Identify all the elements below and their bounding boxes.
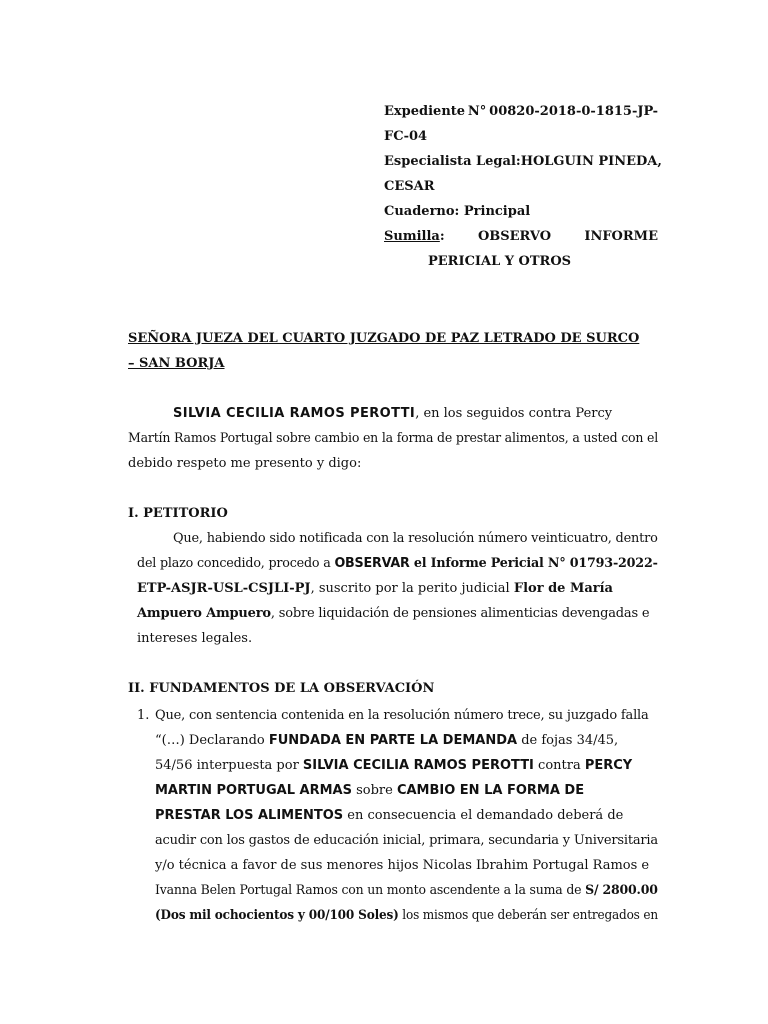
expediente-label: Expediente <box>384 104 466 119</box>
addressee-line-1 <box>128 331 658 347</box>
petitorio-line-3 <box>137 581 658 597</box>
sumilla-label: Sumilla <box>384 229 440 244</box>
addressee-line-2 <box>128 356 658 372</box>
fundamentos-text-8a: Ivanna Belen Portugal Ramos con un monto ascendente a la suma de <box>155 883 586 898</box>
perito-surname: Ampuero Ampuero <box>137 606 271 621</box>
sumilla-text-cont: PERICIAL Y OTROS <box>428 254 572 269</box>
fundamentos-line-6 <box>155 833 658 849</box>
petitorio-line-1 <box>173 531 658 547</box>
sumilla-line <box>384 229 658 245</box>
expediente-sign: N° <box>467 104 487 119</box>
petitorio-text-2a: del plazo concedido, procedo a <box>137 556 335 571</box>
intro-line-1 <box>173 406 658 422</box>
especialista-line-2 <box>384 179 658 195</box>
addressee-title: SEÑORA JUEZA DEL CUARTO JUZGADO DE PAZ LETRADO DE SURCO <box>128 331 640 346</box>
expediente-line <box>384 104 658 120</box>
petitorio-heading <box>128 506 658 522</box>
informe-pericial-code: ETP-ASJR-USL-CSJLI-PJ <box>137 581 311 596</box>
prestar-keyword: PRESTAR LOS ALIMENTOS <box>155 808 344 823</box>
fundamentos-text-3a: 54/56 interpuesta por <box>155 758 303 773</box>
petitorio-line-4 <box>137 606 658 622</box>
cuaderno-line <box>384 204 658 220</box>
fundamentos-text-3c: contra <box>533 758 585 773</box>
fundamentos-heading-text: II. FUNDAMENTOS DE LA OBSERVACIÓN <box>128 681 435 696</box>
list-item-number: 1. <box>137 708 150 723</box>
petitorio-heading-text: I. PETITORIO <box>128 506 228 521</box>
intro-text-3: debido respeto me presento y digo: <box>128 456 362 471</box>
fundamentos-line-2 <box>155 733 658 749</box>
fundamentos-text-2a: “(…) Declarando <box>155 733 269 748</box>
fundamentos-text-6: acudir con los gastos de educación inicial, primara, secundaria y Universitaria <box>155 833 658 848</box>
observar-keyword: OBSERVAR <box>334 556 410 571</box>
fundamentos-text-2c: de fojas 34/45, <box>517 733 619 748</box>
fundamentos-line-4 <box>155 783 658 799</box>
fundamentos-line-7 <box>155 858 658 874</box>
fundamentos-line-1 <box>155 708 658 724</box>
demandado-name-cont: MARTIN PORTUGAL ARMAS <box>155 783 352 798</box>
fundada-keyword: FUNDADA EN PARTE LA DEMANDA <box>268 733 518 748</box>
sumilla-word-2: INFORME <box>584 229 658 244</box>
fundamentos-line-5 <box>155 808 658 824</box>
fundamentos-text-7: y/o técnica a favor de sus menores hijos Nicolas Ibrahim Portugal Ramos e <box>155 858 650 873</box>
sumilla-line-2 <box>428 254 658 270</box>
sumilla-word-1: OBSERVO <box>477 229 552 244</box>
intro-text-2: Martín Ramos Portugal sobre cambio en la forma de prestar alimentos, a usted con el <box>128 431 659 446</box>
intro-text-1: , en los seguidos contra Percy <box>415 406 613 421</box>
petitorio-line-5 <box>137 631 658 647</box>
perito-name: Flor de María <box>513 581 613 596</box>
fundamentos-line-3 <box>155 758 658 774</box>
fundamentos-line-9 <box>155 908 658 924</box>
fundamentos-heading <box>128 681 658 697</box>
fundamentos-text-9b: los mismos que deberán ser entregados en <box>398 908 658 923</box>
addressee-title-cont: – SAN BORJA <box>128 356 225 371</box>
cuaderno-text: Cuaderno: Principal <box>384 204 531 219</box>
cambio-keyword: CAMBIO EN LA FORMA DE <box>396 783 585 798</box>
fundamentos-text-1: Que, con sentencia contenida en la resolución número trece, su juzgado falla <box>155 708 649 723</box>
especialista-name-cont: CESAR <box>384 179 435 194</box>
petitorio-text-1: Que, habiendo sido notificada con la resolución número veinticuatro, dentro <box>173 531 658 546</box>
demandante-name: SILVIA CECILIA RAMOS PEROTTI <box>302 758 534 773</box>
amount-value: S/ 2800.00 <box>585 883 658 898</box>
intro-line-2 <box>128 431 658 447</box>
petitorio-text-4b: , sobre liquidación de pensiones alimenticias devengadas e <box>270 606 650 621</box>
amount-in-words: (Dos mil ochocientos y 00/100 Soles) <box>155 908 399 923</box>
especialista-name: HOLGUIN PINEDA, <box>520 154 662 169</box>
petitorio-text-3b: , suscrito por la perito judicial <box>310 581 514 596</box>
intro-line-3 <box>128 456 658 472</box>
expediente-number-cont: FC-04 <box>384 129 428 144</box>
demandado-name: PERCY <box>584 758 633 773</box>
especialista-label: Especialista Legal: <box>384 154 521 169</box>
expediente-line-2 <box>384 129 658 145</box>
petitioner-name: SILVIA CECILIA RAMOS PEROTTI <box>173 406 416 421</box>
sumilla-colon: : <box>439 229 445 244</box>
fundamentos-line-8 <box>155 883 658 899</box>
fundamentos-text-4b: sobre <box>351 783 397 798</box>
especialista-line <box>384 154 662 170</box>
fundamentos-text-5b: en consecuencia el demandado deberá de <box>343 808 624 823</box>
expediente-number: 00820-2018-0-1815-JP- <box>489 104 658 119</box>
petitorio-text-5: intereses legales. <box>137 631 253 646</box>
petitorio-line-2 <box>137 556 658 572</box>
informe-pericial-ref: el Informe Pericial N° 01793-2022- <box>409 556 658 571</box>
